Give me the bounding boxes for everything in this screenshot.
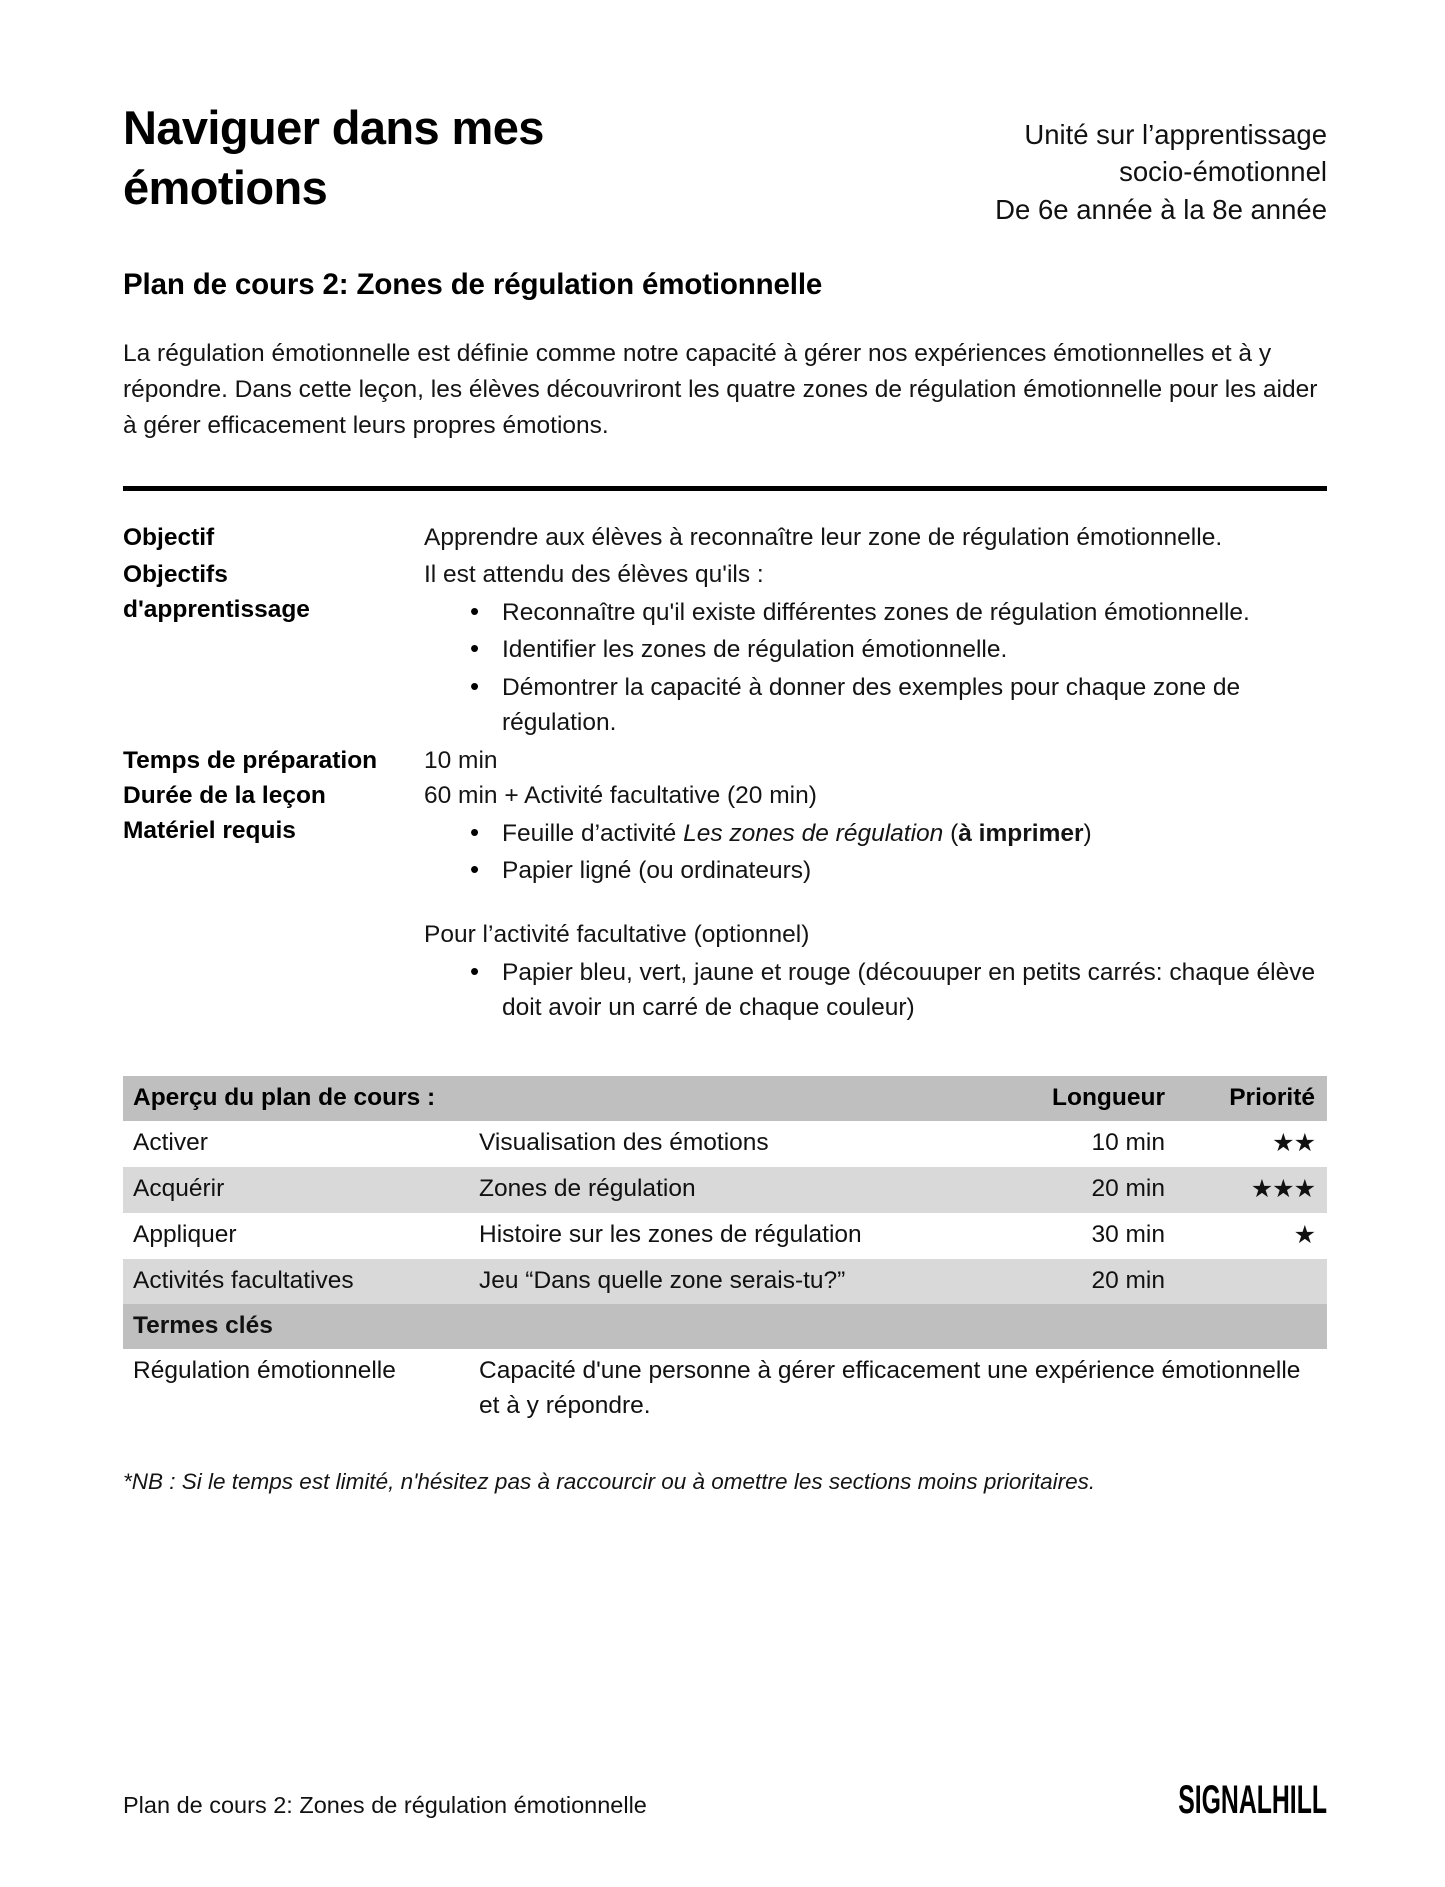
overview-priority-stars: ★ [1173, 1213, 1327, 1259]
info-row-objectifs-apprentissage [123, 558, 1327, 744]
section-divider [123, 486, 1327, 491]
term-definition: Capacité d'une personne à gérer efficacement une expérience émotionnelle et à y répondre. [469, 1349, 1327, 1429]
overview-header-title: Aperçu du plan de cours : [123, 1076, 469, 1121]
lesson-overview-table [123, 1076, 1327, 1429]
overview-length: 20 min [1003, 1259, 1173, 1304]
info-value-objectifs [424, 558, 1327, 744]
overview-stage: Appliquer [123, 1213, 469, 1259]
termes-cles-spacer-prio [1173, 1304, 1327, 1349]
overview-header-priority: Priorité [1173, 1076, 1327, 1121]
table-row [123, 1167, 1327, 1213]
overview-header-desc [469, 1076, 1003, 1121]
info-value-objectif: Apprendre aux élèves à reconnaître leur zone de régulation émotionnelle. [424, 524, 1223, 552]
objectifs-intro: Il est attendu des élèves qu'ils : [424, 561, 764, 589]
overview-length: 10 min [1003, 1121, 1173, 1167]
overview-section-header-termes [123, 1304, 1327, 1349]
materiel-worksheet-title: Les zones de régulation [683, 819, 944, 847]
list-item: • Identifier les zones de régulation émotionnelle. [470, 632, 1327, 667]
term-name: Régulation émotionnelle [123, 1349, 469, 1429]
overview-desc: Zones de régulation [469, 1167, 1003, 1213]
info-value-prep: 10 min [424, 747, 498, 775]
header-meta-line-3: De 6e année à la 8e année [995, 193, 1327, 225]
overview-desc: Visualisation des émotions [469, 1121, 1003, 1167]
info-label-prep: Temps de préparation [123, 747, 378, 775]
footer-lesson-name: Plan de cours 2: Zones de régulation émotionnelle [123, 1792, 647, 1818]
list-item: • Papier ligné (ou ordinateurs) [470, 853, 1327, 888]
termes-cles-spacer-len [1003, 1304, 1173, 1349]
overview-stage: Activer [123, 1121, 469, 1167]
logo-signal: SIGNAL [1178, 1778, 1272, 1822]
table-row [123, 1259, 1327, 1304]
info-label-duree: Durée de la leçon [123, 781, 326, 809]
materiel-mid: ( [943, 819, 959, 847]
optional-activity-list [424, 955, 1327, 1026]
lesson-subtitle: Plan de cours 2: Zones de régulation émotionnelle [123, 268, 823, 302]
info-value-duree: 60 min + Activité facultative (20 min) [424, 781, 817, 809]
table-row [123, 1349, 1327, 1429]
header-meta-line-1: Unité sur l’apprentissage [1024, 119, 1327, 150]
materiel-list [424, 816, 1327, 889]
list-item: • Papier bleu, vert, jaune et rouge (découuper en petits carrés: chaque élève doit avoir un carré de chaque couleur) [470, 955, 1327, 1026]
info-label-objectifs-line2: d'apprentissage [123, 596, 310, 624]
overview-desc: Histoire sur les zones de régulation [469, 1213, 1003, 1259]
header-meta-line-2: socio-émotionnel [1119, 156, 1327, 188]
lesson-intro-paragraph: La régulation émotionnelle est définie comme notre capacité à gérer nos expériences émotionnelles et à y répondre. Dans cette leçon, les élèves découvriront les quatre zones de régulation émotionnelle pour les aider à gérer efficacement leurs propres émotions. [123, 340, 1318, 439]
materiel-print-note: à imprimer [958, 819, 1084, 847]
info-label-objectif: Objectif [123, 524, 215, 552]
info-value-materiel [424, 814, 1327, 1030]
list-item: • Reconnaître qu'il existe différentes zones de régulation émotionnelle. [470, 595, 1327, 630]
list-item [470, 816, 1327, 851]
materiel-suffix: ) [1083, 819, 1092, 847]
overview-length: 20 min [1003, 1167, 1173, 1213]
info-label-objectifs-line1: Objectifs [123, 561, 228, 589]
info-row-materiel [123, 814, 1327, 1030]
table-row [123, 1213, 1327, 1259]
overview-desc: Jeu “Dans quelle zone serais-tu?” [469, 1259, 1003, 1304]
info-row-duree [123, 779, 1327, 814]
table-row [123, 1121, 1327, 1167]
overview-header-row [123, 1076, 1327, 1121]
document-title: Naviguer dans mes émotions [123, 101, 544, 215]
overview-priority-stars: ★★ [1173, 1121, 1327, 1167]
objectifs-list [424, 595, 1327, 740]
termes-cles-spacer [469, 1304, 1003, 1349]
signalhill-logo [1178, 1778, 1327, 1823]
info-label-objectifs [123, 558, 424, 744]
header-meta [995, 98, 1327, 228]
overview-header-length: Longueur [1003, 1076, 1173, 1121]
info-row-objectif [123, 521, 1327, 558]
overview-priority-stars: ★★★ [1173, 1167, 1327, 1213]
list-item: • Démontrer la capacité à donner des exemples pour chaque zone de régulation. [470, 670, 1327, 741]
lesson-info-table [123, 521, 1327, 1029]
info-row-temps-preparation [123, 744, 1327, 779]
info-label-materiel: Matériel requis [123, 816, 296, 844]
document-header [0, 0, 1445, 228]
document-footer [0, 1778, 1445, 1823]
optional-activity-heading: Pour l’activité facultative (optionnel) [424, 921, 810, 949]
overview-priority-stars [1173, 1259, 1327, 1304]
overview-stage: Activités facultatives [123, 1259, 469, 1304]
overview-length: 30 min [1003, 1213, 1173, 1259]
materiel-prefix: Feuille d’activité [502, 819, 684, 847]
overview-stage: Acquérir [123, 1167, 469, 1213]
logo-hill: HILL [1271, 1778, 1327, 1822]
termes-cles-label: Termes clés [123, 1304, 469, 1349]
priority-footnote: *NB : Si le temps est limité, n'hésitez pas à raccourcir ou à omettre les sections moins prioritaires. [123, 1468, 1096, 1494]
